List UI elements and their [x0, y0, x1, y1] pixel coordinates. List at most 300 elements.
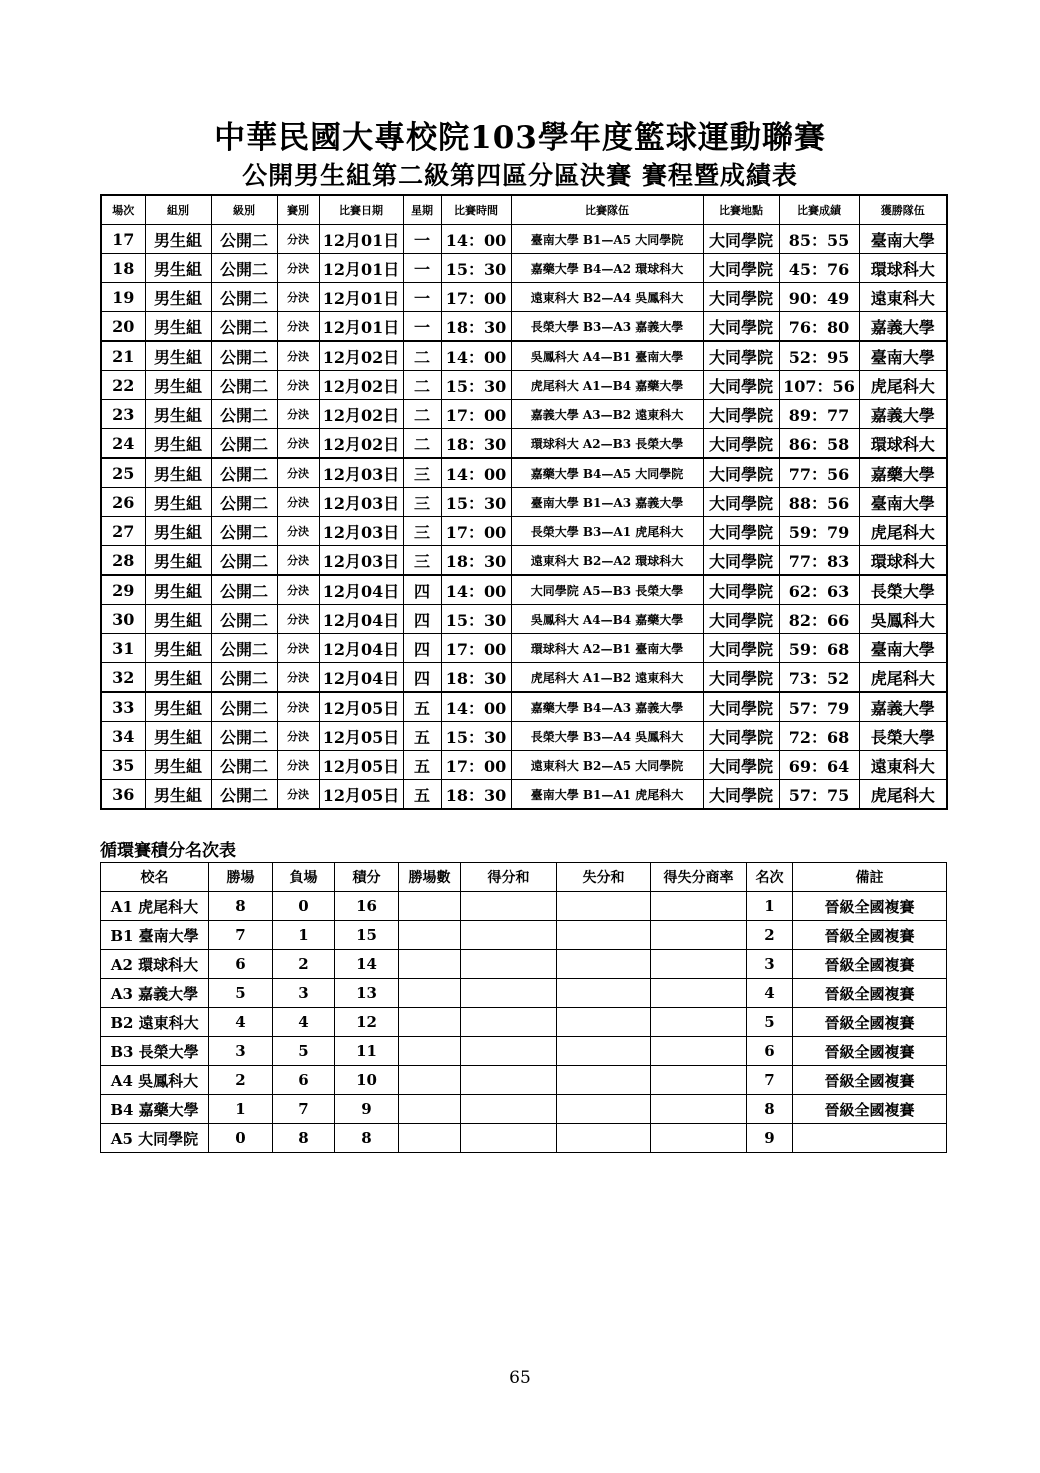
schedule-cell: 嘉藥大學: [859, 458, 947, 488]
ranking-cell: [557, 1066, 651, 1095]
schedule-header-cell: 賽別: [277, 195, 319, 225]
schedule-cell: 公開二: [211, 546, 277, 576]
schedule-cell: 31: [101, 634, 145, 663]
ranking-cell: 4: [209, 1008, 273, 1037]
ranking-cell: 14: [335, 950, 399, 979]
schedule-cell: 82：66: [779, 605, 859, 634]
schedule-cell: 59：79: [779, 517, 859, 546]
ranking-cell: [651, 1008, 747, 1037]
schedule-cell: 大同學院: [703, 722, 779, 751]
schedule-cell: 77：83: [779, 546, 859, 576]
schedule-cell: 男生組: [145, 751, 211, 780]
schedule-cell: 12月04日: [319, 634, 403, 663]
ranking-cell: [461, 1037, 557, 1066]
ranking-cell: 15: [335, 921, 399, 950]
schedule-cell: 嘉義大學: [859, 400, 947, 429]
schedule-row: [101, 751, 947, 780]
schedule-cell: 12月03日: [319, 517, 403, 546]
schedule-cell: 五: [403, 751, 441, 780]
schedule-cell: 107：56: [779, 371, 859, 400]
schedule-cell: 二: [403, 341, 441, 371]
ranking-cell: 5: [747, 1008, 793, 1037]
schedule-cell: 遠東科大 B2—A2 環球科大: [511, 546, 703, 576]
schedule-cell: 12月04日: [319, 575, 403, 605]
schedule-cell: 環球科大 A2—B1 臺南大學: [511, 634, 703, 663]
schedule-cell: 虎尾科大: [859, 517, 947, 546]
ranking-cell: 晉級全國複賽: [793, 950, 947, 979]
schedule-header-cell: 星期: [403, 195, 441, 225]
schedule-row: [101, 692, 947, 722]
schedule-cell: 分決: [277, 751, 319, 780]
ranking-cell: 5: [209, 979, 273, 1008]
schedule-cell: 男生組: [145, 283, 211, 312]
schedule-cell: 分決: [277, 225, 319, 254]
ranking-row: [101, 979, 947, 1008]
schedule-cell: 大同學院: [703, 283, 779, 312]
schedule-cell: 公開二: [211, 575, 277, 605]
schedule-header-cell: 組別: [145, 195, 211, 225]
ranking-cell: 6: [747, 1037, 793, 1066]
schedule-cell: 公開二: [211, 400, 277, 429]
schedule-header-cell: 比賽成績: [779, 195, 859, 225]
ranking-cell: B1 臺南大學: [101, 921, 209, 950]
schedule-cell: 環球科大: [859, 254, 947, 283]
schedule-header-cell: 獲勝隊伍: [859, 195, 947, 225]
ranking-row: [101, 1124, 947, 1153]
schedule-cell: 15：30: [441, 722, 511, 751]
schedule-cell: 17：00: [441, 400, 511, 429]
schedule-cell: 分決: [277, 692, 319, 722]
ranking-cell: [557, 1124, 651, 1153]
schedule-cell: 分決: [277, 400, 319, 429]
schedule-cell: 虎尾科大 A1—B2 遠東科大: [511, 663, 703, 693]
schedule-cell: 公開二: [211, 517, 277, 546]
schedule-cell: 24: [101, 429, 145, 459]
schedule-cell: 嘉義大學: [859, 692, 947, 722]
schedule-cell: 28: [101, 546, 145, 576]
ranking-row: [101, 1037, 947, 1066]
ranking-cell: A3 嘉義大學: [101, 979, 209, 1008]
ranking-cell: 6: [209, 950, 273, 979]
schedule-cell: 大同學院: [703, 692, 779, 722]
schedule-cell: 分決: [277, 341, 319, 371]
schedule-cell: 五: [403, 722, 441, 751]
schedule-cell: 分決: [277, 605, 319, 634]
schedule-cell: 90：49: [779, 283, 859, 312]
schedule-cell: 男生組: [145, 575, 211, 605]
schedule-cell: 30: [101, 605, 145, 634]
ranking-cell: A2 環球科大: [101, 950, 209, 979]
schedule-cell: 長榮大學 B3—A1 虎尾科大: [511, 517, 703, 546]
schedule-cell: 15：30: [441, 371, 511, 400]
schedule-row: [101, 225, 947, 254]
schedule-cell: 12月04日: [319, 663, 403, 693]
ranking-cell: 晉級全國複賽: [793, 1066, 947, 1095]
ranking-cell: [557, 1037, 651, 1066]
schedule-cell: 12月05日: [319, 722, 403, 751]
schedule-cell: 32: [101, 663, 145, 693]
schedule-cell: 公開二: [211, 692, 277, 722]
ranking-cell: [557, 921, 651, 950]
schedule-cell: 環球科大 A2—B3 長榮大學: [511, 429, 703, 459]
schedule-cell: 大同學院: [703, 312, 779, 342]
schedule-row: [101, 663, 947, 693]
schedule-cell: 分決: [277, 283, 319, 312]
schedule-cell: 公開二: [211, 605, 277, 634]
ranking-cell: 0: [273, 892, 335, 921]
ranking-cell: [461, 892, 557, 921]
schedule-cell: 四: [403, 605, 441, 634]
schedule-cell: 大同學院: [703, 341, 779, 371]
ranking-cell: [461, 1095, 557, 1124]
schedule-cell: 四: [403, 663, 441, 693]
ranking-cell: 7: [273, 1095, 335, 1124]
schedule-header-cell: 比賽日期: [319, 195, 403, 225]
schedule-header-cell: 級別: [211, 195, 277, 225]
schedule-header-cell: 比賽時間: [441, 195, 511, 225]
schedule-table: [100, 194, 948, 810]
schedule-cell: 遠東科大: [859, 283, 947, 312]
schedule-cell: 分決: [277, 546, 319, 576]
schedule-cell: 男生組: [145, 312, 211, 342]
schedule-cell: 公開二: [211, 722, 277, 751]
ranking-cell: 13: [335, 979, 399, 1008]
schedule-cell: 18：30: [441, 546, 511, 576]
schedule-cell: 公開二: [211, 225, 277, 254]
schedule-cell: 22: [101, 371, 145, 400]
ranking-cell: 3: [209, 1037, 273, 1066]
ranking-cell: [461, 1066, 557, 1095]
schedule-cell: 臺南大學: [859, 488, 947, 517]
ranking-cell: 12: [335, 1008, 399, 1037]
ranking-header-cell: 失分和: [557, 863, 651, 892]
schedule-cell: 57：79: [779, 692, 859, 722]
ranking-cell: 晉級全國複賽: [793, 892, 947, 921]
schedule-cell: 男生組: [145, 254, 211, 283]
schedule-cell: 17：00: [441, 634, 511, 663]
document-title: 中華民國大專校院103學年度籃球運動聯賽: [214, 120, 826, 156]
schedule-cell: 29: [101, 575, 145, 605]
ranking-cell: [399, 1008, 461, 1037]
schedule-cell: 吳鳳科大: [859, 605, 947, 634]
ranking-cell: [651, 1124, 747, 1153]
schedule-header-cell: 比賽地點: [703, 195, 779, 225]
schedule-cell: 大同學院: [703, 517, 779, 546]
schedule-cell: 17: [101, 225, 145, 254]
schedule-cell: 73：52: [779, 663, 859, 693]
ranking-cell: 2: [273, 950, 335, 979]
ranking-cell: B4 嘉藥大學: [101, 1095, 209, 1124]
schedule-cell: 18：30: [441, 429, 511, 459]
ranking-cell: 3: [747, 950, 793, 979]
schedule-cell: 23: [101, 400, 145, 429]
schedule-row: [101, 341, 947, 371]
ranking-cell: [399, 892, 461, 921]
schedule-cell: 18: [101, 254, 145, 283]
schedule-cell: 14：00: [441, 458, 511, 488]
ranking-cell: [399, 1124, 461, 1153]
ranking-cell: [651, 1095, 747, 1124]
ranking-title: 循環賽積分名次表: [100, 841, 236, 861]
ranking-cell: [651, 1066, 747, 1095]
schedule-row: [101, 254, 947, 283]
schedule-cell: 公開二: [211, 283, 277, 312]
schedule-cell: 34: [101, 722, 145, 751]
schedule-cell: 14：00: [441, 692, 511, 722]
schedule-cell: 公開二: [211, 371, 277, 400]
ranking-cell: 8: [273, 1124, 335, 1153]
schedule-cell: 12月03日: [319, 488, 403, 517]
ranking-cell: 4: [273, 1008, 335, 1037]
ranking-cell: [557, 892, 651, 921]
schedule-cell: 14：00: [441, 575, 511, 605]
ranking-row: [101, 1095, 947, 1124]
ranking-header-cell: 得失分商率: [651, 863, 747, 892]
schedule-cell: 大同學院: [703, 400, 779, 429]
schedule-cell: 85：55: [779, 225, 859, 254]
ranking-cell: 晉級全國複賽: [793, 1095, 947, 1124]
schedule-cell: 分決: [277, 780, 319, 810]
ranking-cell: 5: [273, 1037, 335, 1066]
schedule-cell: 大同學院: [703, 225, 779, 254]
schedule-cell: 大同學院: [703, 371, 779, 400]
schedule-cell: 18：30: [441, 780, 511, 810]
ranking-cell: 1: [747, 892, 793, 921]
schedule-cell: 12月01日: [319, 312, 403, 342]
schedule-cell: 12月04日: [319, 605, 403, 634]
schedule-cell: 公開二: [211, 458, 277, 488]
schedule-cell: 17：00: [441, 283, 511, 312]
ranking-cell: [651, 979, 747, 1008]
ranking-cell: 8: [209, 892, 273, 921]
schedule-cell: 男生組: [145, 488, 211, 517]
ranking-cell: [461, 950, 557, 979]
schedule-cell: 大同學院: [703, 575, 779, 605]
schedule-cell: 18：30: [441, 312, 511, 342]
schedule-cell: 分決: [277, 371, 319, 400]
schedule-cell: 大同學院: [703, 780, 779, 810]
schedule-cell: 臺南大學: [859, 341, 947, 371]
ranking-cell: 8: [335, 1124, 399, 1153]
schedule-cell: 臺南大學 B1—A1 虎尾科大: [511, 780, 703, 810]
ranking-cell: B3 長榮大學: [101, 1037, 209, 1066]
schedule-cell: 12月02日: [319, 371, 403, 400]
schedule-header-cell: 場次: [101, 195, 145, 225]
schedule-cell: 三: [403, 458, 441, 488]
schedule-cell: 五: [403, 692, 441, 722]
ranking-cell: 1: [209, 1095, 273, 1124]
schedule-cell: 14：00: [441, 341, 511, 371]
schedule-cell: 72：68: [779, 722, 859, 751]
schedule-cell: 男生組: [145, 663, 211, 693]
schedule-cell: 59：68: [779, 634, 859, 663]
schedule-cell: 大同學院 A5—B3 長榮大學: [511, 575, 703, 605]
ranking-cell: [399, 1066, 461, 1095]
schedule-cell: 分決: [277, 254, 319, 283]
ranking-cell: 7: [747, 1066, 793, 1095]
schedule-cell: 分決: [277, 429, 319, 459]
schedule-cell: 12月05日: [319, 692, 403, 722]
schedule-cell: 公開二: [211, 254, 277, 283]
ranking-row: [101, 921, 947, 950]
schedule-cell: 12月05日: [319, 780, 403, 810]
schedule-cell: 環球科大: [859, 546, 947, 576]
schedule-cell: 分決: [277, 634, 319, 663]
schedule-row: [101, 400, 947, 429]
schedule-cell: 15：30: [441, 488, 511, 517]
ranking-cell: 16: [335, 892, 399, 921]
ranking-cell: A1 虎尾科大: [101, 892, 209, 921]
schedule-cell: 遠東科大 B2—A5 大同學院: [511, 751, 703, 780]
ranking-cell: [557, 1095, 651, 1124]
ranking-cell: [461, 979, 557, 1008]
schedule-cell: 17：00: [441, 751, 511, 780]
schedule-cell: 臺南大學 B1—A5 大同學院: [511, 225, 703, 254]
schedule-cell: 大同學院: [703, 488, 779, 517]
schedule-cell: 臺南大學 B1—A3 嘉義大學: [511, 488, 703, 517]
schedule-cell: 環球科大: [859, 429, 947, 459]
schedule-cell: 分決: [277, 722, 319, 751]
schedule-cell: 分決: [277, 663, 319, 693]
schedule-cell: 三: [403, 546, 441, 576]
schedule-cell: 男生組: [145, 634, 211, 663]
schedule-cell: 12月03日: [319, 458, 403, 488]
ranking-cell: 晉級全國複賽: [793, 979, 947, 1008]
ranking-cell: 6: [273, 1066, 335, 1095]
schedule-cell: 五: [403, 780, 441, 810]
ranking-cell: [793, 1124, 947, 1153]
schedule-cell: 26: [101, 488, 145, 517]
ranking-cell: 4: [747, 979, 793, 1008]
schedule-cell: 男生組: [145, 546, 211, 576]
schedule-row: [101, 722, 947, 751]
schedule-cell: 88：56: [779, 488, 859, 517]
schedule-cell: 男生組: [145, 341, 211, 371]
schedule-cell: 19: [101, 283, 145, 312]
ranking-header-cell: 負場: [273, 863, 335, 892]
ranking-header-cell: 勝場數: [399, 863, 461, 892]
schedule-cell: 遠東科大 B2—A4 吳鳳科大: [511, 283, 703, 312]
schedule-row: [101, 429, 947, 459]
ranking-cell: [557, 1008, 651, 1037]
schedule-cell: 男生組: [145, 517, 211, 546]
schedule-cell: 男生組: [145, 371, 211, 400]
ranking-cell: [399, 921, 461, 950]
schedule-cell: 12月05日: [319, 751, 403, 780]
schedule-cell: 14：00: [441, 225, 511, 254]
ranking-cell: 1: [273, 921, 335, 950]
schedule-cell: 分決: [277, 458, 319, 488]
schedule-cell: 分決: [277, 312, 319, 342]
schedule-cell: 公開二: [211, 488, 277, 517]
ranking-cell: 7: [209, 921, 273, 950]
schedule-cell: 二: [403, 371, 441, 400]
ranking-cell: 2: [209, 1066, 273, 1095]
schedule-cell: 吳鳳科大 A4—B1 臺南大學: [511, 341, 703, 371]
ranking-cell: A5 大同學院: [101, 1124, 209, 1153]
schedule-cell: 吳鳳科大 A4—B4 嘉藥大學: [511, 605, 703, 634]
schedule-cell: 公開二: [211, 780, 277, 810]
ranking-cell: [461, 1008, 557, 1037]
ranking-cell: 10: [335, 1066, 399, 1095]
schedule-cell: 35: [101, 751, 145, 780]
schedule-cell: 12月02日: [319, 341, 403, 371]
schedule-cell: 20: [101, 312, 145, 342]
schedule-cell: 臺南大學: [859, 225, 947, 254]
ranking-cell: 2: [747, 921, 793, 950]
schedule-cell: 四: [403, 575, 441, 605]
schedule-cell: 大同學院: [703, 605, 779, 634]
ranking-cell: 晉級全國複賽: [793, 921, 947, 950]
ranking-header-cell: 積分: [335, 863, 399, 892]
schedule-row: [101, 634, 947, 663]
schedule-cell: 33: [101, 692, 145, 722]
schedule-cell: 公開二: [211, 429, 277, 459]
ranking-row: [101, 1066, 947, 1095]
ranking-header-cell: 得分和: [461, 863, 557, 892]
schedule-cell: 嘉藥大學 B4—A3 嘉義大學: [511, 692, 703, 722]
schedule-cell: 12月01日: [319, 225, 403, 254]
document-subtitle: 公開男生組第二級第四區分區決賽 賽程暨成績表: [242, 161, 798, 190]
schedule-cell: 嘉藥大學 B4—A5 大同學院: [511, 458, 703, 488]
schedule-cell: 大同學院: [703, 663, 779, 693]
ranking-header-cell: 名次: [747, 863, 793, 892]
schedule-cell: 52：95: [779, 341, 859, 371]
schedule-cell: 長榮大學 B3—A4 吳鳳科大: [511, 722, 703, 751]
schedule-cell: 69：64: [779, 751, 859, 780]
schedule-row: [101, 780, 947, 810]
ranking-cell: 0: [209, 1124, 273, 1153]
schedule-row: [101, 575, 947, 605]
schedule-cell: 三: [403, 488, 441, 517]
schedule-cell: 大同學院: [703, 458, 779, 488]
schedule-cell: 12月01日: [319, 283, 403, 312]
schedule-cell: 76：80: [779, 312, 859, 342]
schedule-cell: 12月02日: [319, 400, 403, 429]
schedule-cell: 公開二: [211, 341, 277, 371]
schedule-cell: 一: [403, 283, 441, 312]
schedule-cell: 男生組: [145, 429, 211, 459]
schedule-row: [101, 546, 947, 576]
schedule-cell: 嘉義大學: [859, 312, 947, 342]
schedule-header-cell: 比賽隊伍: [511, 195, 703, 225]
schedule-row: [101, 517, 947, 546]
schedule-cell: 虎尾科大: [859, 371, 947, 400]
ranking-cell: A4 吳鳳科大: [101, 1066, 209, 1095]
schedule-cell: 分決: [277, 488, 319, 517]
schedule-row: [101, 488, 947, 517]
ranking-header-row: [101, 863, 947, 892]
schedule-cell: 77：56: [779, 458, 859, 488]
ranking-cell: 9: [335, 1095, 399, 1124]
schedule-cell: 虎尾科大: [859, 663, 947, 693]
schedule-cell: 男生組: [145, 722, 211, 751]
schedule-cell: 公開二: [211, 312, 277, 342]
ranking-cell: 9: [747, 1124, 793, 1153]
schedule-cell: 89：77: [779, 400, 859, 429]
ranking-cell: [399, 1095, 461, 1124]
schedule-cell: 21: [101, 341, 145, 371]
ranking-cell: [461, 921, 557, 950]
schedule-cell: 男生組: [145, 605, 211, 634]
ranking-cell: [399, 1037, 461, 1066]
schedule-cell: 36: [101, 780, 145, 810]
ranking-cell: 8: [747, 1095, 793, 1124]
schedule-cell: 臺南大學: [859, 634, 947, 663]
schedule-row: [101, 605, 947, 634]
schedule-header-row: [101, 195, 947, 225]
ranking-cell: [461, 1124, 557, 1153]
